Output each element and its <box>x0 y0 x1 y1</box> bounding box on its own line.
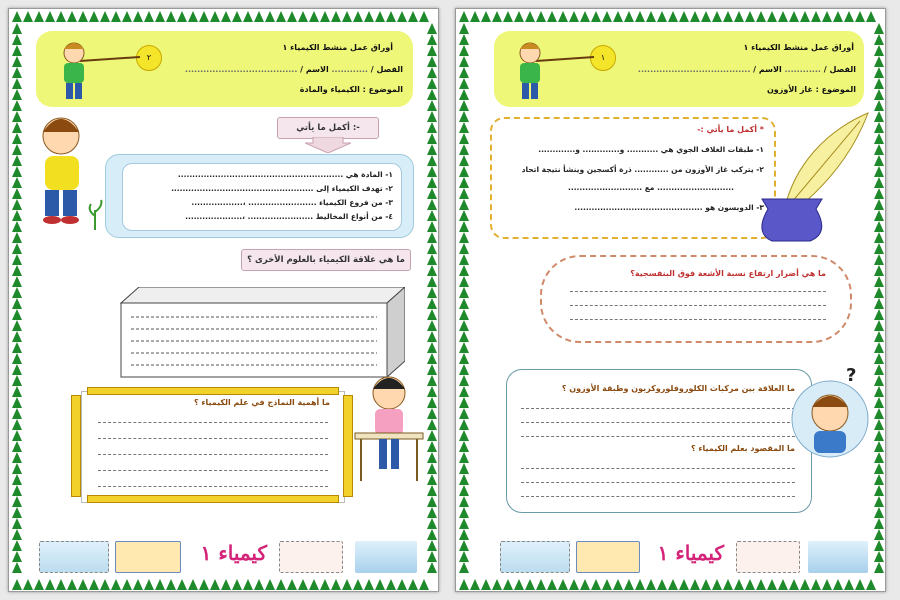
pencil-frame <box>71 387 353 503</box>
name-label: الاسم / <box>300 65 329 74</box>
page-number-sun: ١ <box>590 45 616 71</box>
arrow-down-icon <box>305 137 351 153</box>
footer-thumb-1 <box>39 541 109 573</box>
page-header <box>494 31 864 107</box>
footer-title: كيمياء ١ <box>200 541 267 565</box>
section1-item-2: ٢- يتركب غاز الأوزون من ............ ذرة أكسجين وينشأ نتيجة اتحاد <box>521 165 764 174</box>
header-title: أوراق عمل منشط الكيمياء ١ <box>743 43 854 52</box>
header-topic: الموضوع : غاز الأوزون <box>766 85 856 94</box>
section1-title: * أكمل ما يأتي :- <box>697 125 764 134</box>
section1-items-box <box>122 163 402 231</box>
footer-thumb-3 <box>279 541 343 573</box>
pencil-top <box>87 387 339 395</box>
answer-box-3d <box>109 287 405 379</box>
footer-thumb-4 <box>355 541 417 573</box>
footer-thumb-4 <box>808 541 868 573</box>
section3-title: ما أهمية النماذج في علم الكيمياء ؟ <box>193 398 330 407</box>
section2-panel <box>540 255 852 343</box>
footer-title: كيمياء ١ <box>657 541 724 565</box>
pencil-left <box>71 395 81 497</box>
boy-pointing-illustration <box>44 35 144 103</box>
svg-text:?: ? <box>846 365 857 386</box>
section1-item-4: ٣- الدوبسون هو ............................................. <box>574 203 764 212</box>
footer-thumb-1 <box>500 541 570 573</box>
section1-panel <box>105 154 414 238</box>
header-fields: الفصل / ............ الاسم / ..................................... <box>637 65 856 74</box>
section3-question-1: ما العلاقة بين مركبات الكلوروفلوروكربون وطبقة الأوزون ؟ <box>561 384 795 393</box>
section3-question-2: ما المقصود بعلم الكيمياء ؟ <box>690 444 795 453</box>
worksheet-page-1 <box>455 8 886 592</box>
section1-item-4: ٤- من أنواع المخاليط ....................... ،.................... <box>185 212 393 221</box>
boy-pointing-illustration <box>500 35 600 103</box>
name-label: الاسم / <box>753 65 782 74</box>
section1-item-1: ١- طبقات الغلاف الجوي هي ........... و............. و............. <box>538 145 764 154</box>
section1-panel <box>490 117 776 239</box>
student-at-desk-illustration <box>351 369 427 489</box>
confused-man-illustration <box>788 365 876 463</box>
header-topic: الموضوع : الكيمياء والمادة <box>299 85 403 94</box>
page-header <box>36 31 413 107</box>
footer-thumb-3 <box>736 541 800 573</box>
section1-item-1: ١- المادة هي .......................................................... <box>177 170 393 179</box>
header-title: أوراق عمل منشط الكيمياء ١ <box>282 43 393 52</box>
class-label: الفصل / <box>823 65 856 74</box>
class-label: الفصل / <box>370 65 403 74</box>
section1-title: أكمل ما يأتي :- <box>277 117 379 139</box>
footer-thumb-2 <box>576 541 640 573</box>
section1-item-2: ٢- تهدف الكيمياء إلى .................................................. <box>171 184 393 193</box>
section1-item-3: ........................... مع .......................... <box>568 183 734 192</box>
footer-thumb-2 <box>115 541 181 573</box>
pencil-bottom <box>87 495 339 503</box>
section3-panel <box>506 369 812 513</box>
section1-item-3: ٣- من فروع الكيمياء ........................ ،.................. <box>191 198 393 207</box>
section2-title: ما هي أضرار ارتفاع نسبة الأشعة فوق البنفسجية؟ <box>630 269 826 278</box>
section2-title: ما هي علاقة الكيمياء بالعلوم الأخرى ؟ <box>241 249 411 271</box>
pencil-answer-area <box>81 391 345 503</box>
quill-and-inkwell-illustration <box>756 105 874 243</box>
page-number-sun: ٢ <box>136 45 162 71</box>
thinking-boy-illustration <box>37 112 107 232</box>
header-fields: الفصل / ............ الاسم / ..................................... <box>184 65 403 74</box>
worksheet-page-2 <box>8 8 439 592</box>
